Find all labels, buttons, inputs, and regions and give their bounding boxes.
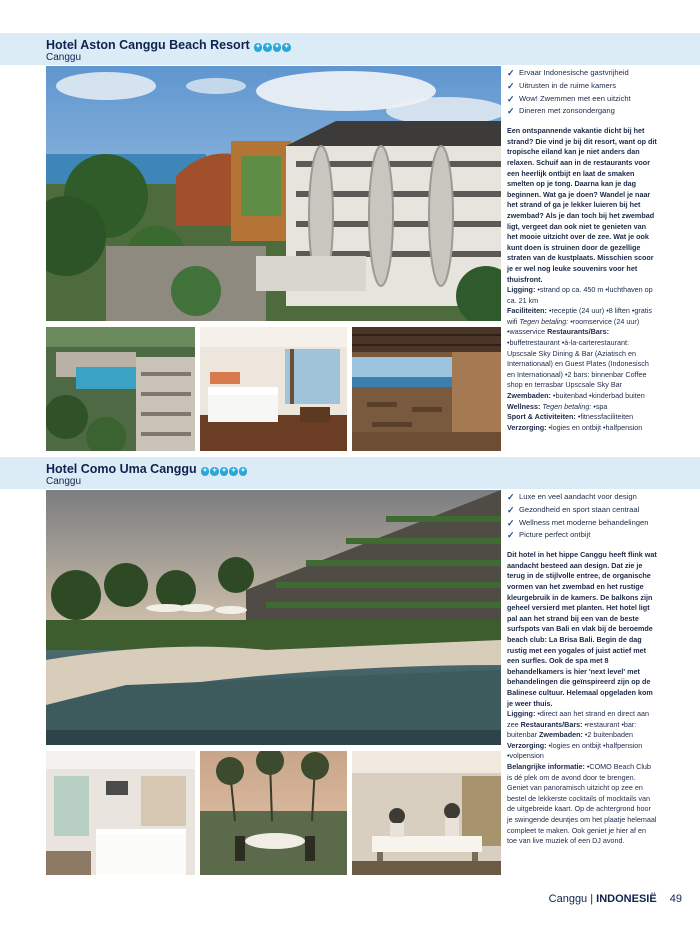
hotel1-description <box>507 67 657 433</box>
hotel1-pool-photo <box>46 327 195 451</box>
hotel2-star-rating <box>201 467 248 476</box>
list-item: ✓ Wow! Zwemmen met een uitzicht <box>507 93 631 104</box>
star-icon: ✦ <box>274 44 280 50</box>
footer-city: Canggu <box>548 893 588 905</box>
hotel1-highlights <box>507 67 657 118</box>
hotel2-location: Canggu <box>46 476 82 487</box>
hotel2-room-photo <box>46 751 195 875</box>
star-icon: ✦ <box>221 468 227 474</box>
list-item: ✓ Dineren met zonsondergang <box>507 106 615 117</box>
hotel1-intro: Een ontspannende vakantie dicht bij het strand? Die vind je bij dit resort, want op dit tropische eiland kan je niet anders dan relaxen. Schuif aan in de restaurants voor een heerlijk ontbijt en laat de smaken smelten op je tong. Daarna kan je dag beginnen. Wat ga je doen? Wandel je naar het strand of ga je lekker luieren bij het zwembad? Als je dan toch bij het zwembad ligt, vergeet dan ook niet te genieten van het mooie uitzicht over de zee. Wat je ook kunt doen is struinen door de gezellige straten van de kustplaats. Misschien scoor je er wel nog leuke souvenirs voor het thuisfront. <box>507 126 657 284</box>
list-item: ✓ Gezondheid en sport staan centraal <box>507 504 640 515</box>
checkmark-icon: ✓ <box>507 517 515 528</box>
hotel2-header-band <box>0 457 700 489</box>
list-item: ✓ Picture perfect ontbijt <box>507 530 591 541</box>
star-icon: ✦ <box>211 468 217 474</box>
hotel1-main-photo <box>46 66 501 321</box>
star-icon: ✦ <box>202 468 208 474</box>
list-item: ✓ Luxe en veel aandacht voor design <box>507 492 637 502</box>
checkmark-icon: ✓ <box>507 530 515 541</box>
checkmark-icon: ✓ <box>507 68 515 78</box>
hotel2-highlights <box>507 491 657 542</box>
checkmark-icon: ✓ <box>507 504 515 515</box>
hotel2-spa-photo <box>352 751 501 875</box>
hotel1-header-band <box>0 33 700 65</box>
hotel2-title: Hotel Como Uma Canggu ✦ ✦ ✦ ✦ ✦ <box>46 462 246 476</box>
hotel1-title: Hotel Aston Canggu Beach Resort ✦ ✦ ✦ ✦ <box>46 38 289 52</box>
footer-country: INDONESIË <box>596 893 657 905</box>
checkmark-icon: ✓ <box>507 93 515 104</box>
hotel1-restaurant-photo <box>352 327 501 451</box>
star-icon: ✦ <box>240 468 246 474</box>
star-icon: ✦ <box>283 44 289 50</box>
hotel2-beach-dining-photo <box>200 751 347 875</box>
hotel2-intro: Dit hotel in het hippe Canggu heeft flink wat aandacht besteed aan design. Dat zie je terug in de stijlvolle entree, de organische vormen van het zwembad en het rustige kleurgebruik in de kamers. De balkons zijn geheel versierd met planten. Het hotel ligt pal aan het strand bij een van de beste surfspots van Bali en vlak bij de beroemde beach club: La Brisa Bali. Begin de dag rustig met een yogales of juist actief met een surfles. Ook de spa met 8 behandelkamers is hier 'next level' met behandelingen die geïnspireerd zijn op de Balinese cultuur. Helemaal opgeladen kom je weer thuis. <box>507 550 657 708</box>
star-icon: ✦ <box>255 44 261 50</box>
hotel1-room-photo <box>200 327 347 451</box>
hotel1-facts: Ligging: •strand op ca. 450 m •luchthaven op ca. 21 km Faciliteiten: •receptie (24 uur) •8 liften •gratis wifi Tegen betaling: •roomservice (24 uur) •wasservice Restaurants/Bars: •buffetrestaurant •à-la-carterestaurant: Upscsale Sky Dining & Bar (Aziatisch en Internationaal) en Guest Plates (Indonesisch en Internationaal) •2 bars: binnenbar Coffee shop en terrasbar Upscsale Sky Bar Zwembaden: •buitenbad •kinderbad buiten Wellness: Tegen betaling: •spa Sport & Activiteiten: •fitnessfaciliteiten Verzorging: •logies en ontbijt •halfpension <box>507 285 653 432</box>
star-icon: ✦ <box>264 44 270 50</box>
checkmark-icon: ✓ <box>507 106 515 117</box>
checkmark-icon: ✓ <box>507 80 515 91</box>
hotel1-star-rating <box>254 43 291 52</box>
hotel2-main-photo <box>46 490 501 745</box>
hotel2-facts: Ligging: •direct aan het strand en direct aan zee Restaurants/Bars: •restaurant •bar: buitenbar Zwembaden: •2 buitenbaden Verzorging: •logies en ontbijt •halfpension •volpension Belangrijke informatie: •COMO Beach Club is dé plek om de avond door te brengen. Geniet van panoramisch uitzicht op zee en bestel de lekkerste cocktails of mocktails van de uitgebreide kaart. Op de achtergrond hoor je swingende deuntjes om het plaatje helemaal compleet te maken. Ook geniet je hier af en toe van live muziek of een DJ avond. <box>507 709 657 846</box>
hotel2-description <box>507 491 657 847</box>
page-footer <box>549 893 682 905</box>
checkmark-icon: ✓ <box>507 492 515 502</box>
footer-separator: | <box>590 893 594 905</box>
list-item: ✓ Ervaar Indonesische gastvrijheid <box>507 68 629 78</box>
list-item: ✓ Wellness met moderne behandelingen <box>507 517 649 528</box>
page-number: 49 <box>669 893 682 905</box>
star-icon: ✦ <box>230 468 236 474</box>
list-item: ✓ Uitrusten in de ruime kamers <box>507 80 617 91</box>
hotel1-location: Canggu <box>46 52 82 63</box>
